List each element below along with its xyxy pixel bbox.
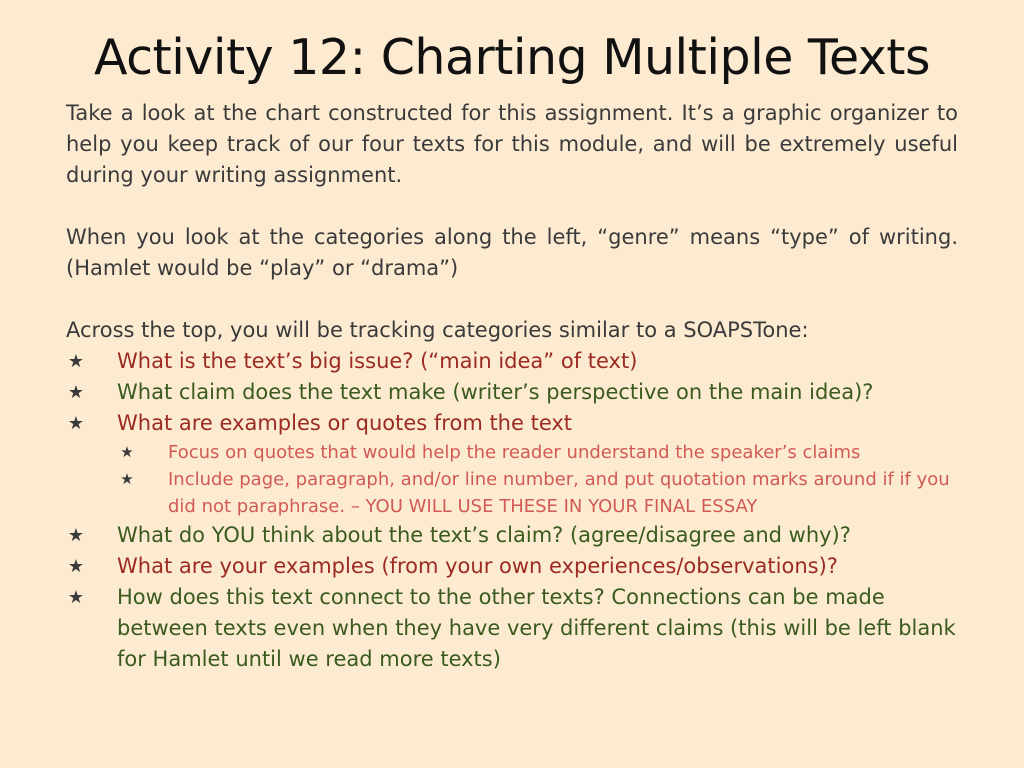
list-item xyxy=(66,408,958,520)
list-item xyxy=(66,582,958,675)
bullet-text: What claim does the text make (writer’s perspective on the main idea)? xyxy=(117,380,874,404)
sub-bullet-text: Include page, paragraph, and/or line number, and put quotation marks around if if you did not paraphrase. – YOU WILL USE THESE IN YOUR FINAL ESSAY xyxy=(168,469,950,517)
star-icon: ★ xyxy=(67,382,85,403)
star-icon: ★ xyxy=(67,413,85,434)
bullet-text: What do YOU think about the text’s claim? (agree/disagree and why)? xyxy=(117,523,851,547)
list-item xyxy=(66,520,958,551)
bullet-text: What are your examples (from your own experiences/observations)? xyxy=(117,554,838,578)
star-icon: ★ xyxy=(67,587,85,608)
slide-title: Activity 12: Charting Multiple Texts xyxy=(93,29,931,86)
sub-list-item xyxy=(117,466,958,520)
star-icon: ★ xyxy=(67,556,85,577)
sub-list xyxy=(117,439,958,520)
list-item xyxy=(66,377,958,408)
intro-paragraph: Take a look at the chart constructed for this assignment. It’s a graphic organizer to help you keep track of our four texts for this module, and will be extremely useful during your writing assignment. xyxy=(66,101,958,187)
category-list xyxy=(66,346,958,675)
bullet-text: How does this text connect to the other texts? Connections can be made between texts even when they have very different claims (this will be left blank for Hamlet until we read more texts) xyxy=(117,585,956,671)
sub-list-item xyxy=(117,439,958,466)
categories-paragraph: Across the top, you will be tracking categories similar to a SOAPSTone: xyxy=(66,318,809,342)
star-icon: ★ xyxy=(120,443,134,461)
bullet-text: What is the text’s big issue? (“main idea” of text) xyxy=(117,349,638,373)
bullet-text: What are examples or quotes from the text xyxy=(117,411,573,435)
slide-body xyxy=(66,98,958,675)
star-icon: ★ xyxy=(67,525,85,546)
star-icon: ★ xyxy=(67,351,85,372)
star-icon: ★ xyxy=(120,470,134,488)
list-item xyxy=(66,346,958,377)
genre-paragraph: When you look at the categories along the left, “genre” means “type” of writing. (Hamlet would be “play” or “drama”) xyxy=(66,225,958,280)
list-item xyxy=(66,551,958,582)
sub-bullet-text: Focus on quotes that would help the reader understand the speaker’s claims xyxy=(168,442,861,463)
